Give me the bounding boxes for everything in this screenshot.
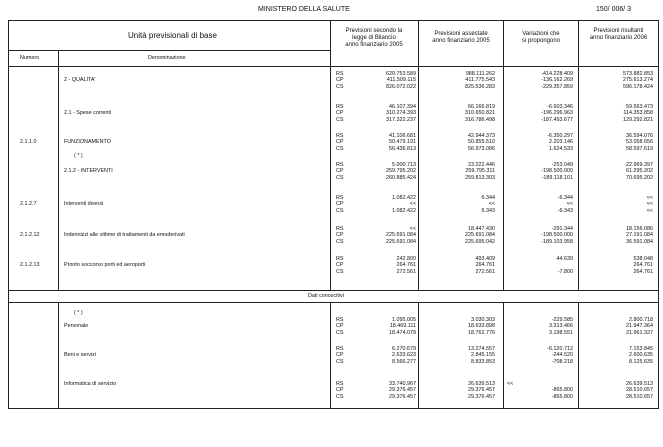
- value: 538.048: [633, 256, 653, 262]
- col2-values: [420, 133, 495, 152]
- value: 36.591.084: [626, 238, 653, 245]
- value: <<: [507, 381, 514, 387]
- col4-values: [580, 162, 653, 181]
- value: 18.469.111: [389, 323, 416, 330]
- code: RS: [336, 226, 344, 232]
- col1-values: [349, 256, 416, 275]
- value: -6.344: [557, 195, 573, 201]
- col4-values: [580, 104, 653, 123]
- col2-values: [420, 162, 495, 181]
- value: -865.800: [551, 387, 573, 394]
- value: -187.493.677: [541, 116, 573, 123]
- value: 275.613.274: [623, 77, 653, 84]
- row-codes: [336, 226, 348, 245]
- col1-values: [349, 346, 416, 365]
- value: <<: [488, 201, 495, 208]
- value: -244.520: [551, 352, 573, 359]
- footnote-marker: ( * ): [74, 153, 83, 159]
- col4-header: [580, 28, 657, 42]
- row-name: Pronto soccorso porti ed aeroporti: [64, 262, 146, 268]
- value: -6.343: [557, 207, 573, 214]
- col2-values: [420, 226, 495, 245]
- page-reference: 150/ 006/ 3: [596, 6, 632, 13]
- code: CP: [336, 110, 344, 117]
- table-top-border: [8, 20, 659, 21]
- code: CP: [336, 387, 344, 394]
- col4-values: [580, 346, 653, 365]
- value: 29.376.457: [468, 393, 495, 400]
- row-number: 2.1.2.12: [20, 232, 40, 238]
- row-name: Interventi diversi: [64, 201, 104, 207]
- col2-divider: [503, 20, 504, 290]
- value: 225.691.084: [465, 232, 495, 239]
- row-codes: [336, 381, 348, 400]
- row-codes: [336, 195, 348, 214]
- col1-values: [349, 133, 416, 152]
- value: 70.695.202: [626, 174, 653, 181]
- code: RS: [336, 71, 344, 77]
- value: 129.292.821: [623, 116, 653, 123]
- number-column-divider-lower: [58, 302, 59, 408]
- value: -189.118.101: [541, 174, 573, 181]
- col4-values: [580, 317, 653, 336]
- col4-values: [580, 381, 653, 400]
- code: CP: [336, 232, 344, 239]
- col2-header-line2: anno finanziario 2005: [432, 38, 490, 44]
- value: 66.166.819: [468, 104, 495, 110]
- value: 61.295.202: [626, 168, 653, 175]
- value: 59.563.473: [626, 104, 653, 110]
- code: CP: [336, 323, 344, 330]
- value: -414.228.409: [541, 71, 573, 77]
- code: CS: [336, 207, 344, 214]
- value: 18.474.079: [389, 329, 416, 336]
- row-name: Informatica di servizio: [64, 381, 117, 387]
- value: 26.639.513: [468, 381, 495, 387]
- value: 620.753.589: [386, 71, 416, 77]
- value: 33.740.967: [389, 381, 416, 387]
- value: -229.585: [551, 317, 573, 323]
- value: 1.082.422: [392, 195, 416, 201]
- col1-values: [349, 104, 416, 123]
- col3-values: [505, 256, 573, 275]
- code: CP: [336, 352, 344, 359]
- code: CS: [336, 145, 344, 152]
- value: -291.344: [551, 226, 573, 232]
- col2-values: [420, 104, 495, 123]
- col3-divider-lower: [578, 302, 579, 408]
- value: <<: [646, 207, 653, 214]
- value: 18.447.430: [468, 226, 495, 232]
- col2-divider-lower: [503, 302, 504, 408]
- col1-header-line3: anno finanziario 2005: [345, 42, 403, 48]
- value: 225.691.084: [386, 232, 416, 239]
- row-name: Personale: [64, 323, 89, 329]
- value: 259.795.202: [386, 168, 416, 175]
- section-bottom-border: [8, 302, 659, 303]
- value: 264.761: [633, 262, 653, 269]
- col1-values: [349, 195, 416, 214]
- value: 826.072.022: [386, 83, 416, 90]
- desc-column-divider-lower: [330, 302, 331, 408]
- code: RS: [336, 195, 344, 201]
- value: -6.350.297: [547, 133, 573, 139]
- value: 2.800.718: [629, 317, 653, 323]
- row-number: 2.1.1.0: [20, 139, 37, 145]
- value: 264.761: [475, 262, 495, 269]
- row-name: 2.1.2 - INTERVENTI: [64, 168, 113, 174]
- footnote-marker-lower: ( * ): [74, 310, 83, 316]
- row-name: FUNZIONAMENTO: [64, 139, 111, 145]
- value: -189.103.958: [541, 238, 573, 245]
- code: CS: [336, 268, 344, 275]
- col4-header-line1: Previsioni risultanti: [593, 28, 644, 34]
- col3-header-line2: si propongono: [521, 38, 561, 44]
- value: 6.344: [481, 195, 495, 201]
- header-bottom-border: [8, 66, 659, 67]
- col2-values: [420, 256, 495, 275]
- code: CS: [336, 329, 344, 336]
- value: 3.313.466: [549, 323, 573, 330]
- row-codes: [336, 133, 348, 152]
- col3-divider: [578, 20, 579, 290]
- value: 53.058.656: [626, 139, 653, 146]
- value: 58.597.619: [626, 145, 653, 152]
- row-name: Beni e servizi: [64, 352, 97, 358]
- col3-values: [505, 162, 573, 181]
- table-left-border: [8, 20, 9, 408]
- value: 988.111.262: [465, 71, 495, 77]
- value: 2.633.623: [392, 352, 416, 359]
- value: 46.107.394: [389, 104, 416, 110]
- value: 56.973.086: [468, 145, 495, 152]
- row-codes: [336, 162, 348, 181]
- value: 272.561: [475, 268, 495, 275]
- code: CS: [336, 358, 344, 365]
- code: RS: [336, 346, 344, 352]
- code: CP: [336, 201, 344, 208]
- col1-divider: [418, 20, 419, 290]
- value: 29.376.457: [389, 387, 416, 394]
- value: 29.376.457: [389, 393, 416, 400]
- value: 8.566.277: [392, 358, 416, 365]
- col3-header-line1: Variazioni che: [522, 31, 560, 37]
- col3-values-cont: [505, 387, 573, 400]
- value: <<: [566, 201, 573, 208]
- col3-header: [505, 31, 577, 45]
- value: -6.120.712: [547, 346, 573, 352]
- value: 259.813.303: [465, 174, 495, 181]
- value: 18.633.898: [468, 323, 495, 330]
- value: 264.761: [633, 268, 653, 275]
- row-codes: [336, 346, 348, 365]
- value: 573.882.853: [623, 71, 653, 77]
- col2-values: [420, 381, 495, 400]
- value: 242.800: [396, 256, 416, 262]
- code: CP: [336, 77, 344, 84]
- value: 5.000.713: [392, 162, 416, 168]
- value: <<: [646, 195, 653, 201]
- ministry-title: MINISTERO DELLA SALUTE: [258, 6, 350, 13]
- code: RS: [336, 133, 344, 139]
- value: -196.296.963: [541, 110, 573, 117]
- col3-values: [505, 195, 573, 214]
- row-name: 2.1 - Spese correnti: [64, 110, 112, 116]
- row-name: 2 - QUALITA': [64, 77, 96, 83]
- code: CS: [336, 174, 344, 181]
- value: 42.944.373: [468, 133, 495, 139]
- value: 493.409: [475, 256, 495, 262]
- value: 29.376.457: [468, 387, 495, 394]
- value: 23.222.446: [468, 162, 495, 168]
- denominazione-header: Denominazione: [148, 55, 186, 61]
- col1-values: [349, 317, 416, 336]
- header-divider: [8, 50, 330, 51]
- col4-values: [580, 133, 653, 152]
- numero-header: Numero: [20, 55, 40, 61]
- code: RS: [336, 162, 344, 168]
- value: 41.106.681: [389, 133, 416, 139]
- col4-values: [580, 195, 653, 214]
- value: -6.603.346: [547, 104, 573, 110]
- col1-values: [349, 226, 416, 245]
- value: 225.691.084: [386, 238, 416, 245]
- col1-values: [349, 71, 416, 90]
- value: 259.795.311: [465, 168, 495, 175]
- value: 2.600.635: [629, 352, 653, 359]
- value: 8.125.635: [629, 358, 653, 365]
- value: 2.203.146: [549, 139, 573, 146]
- col3-values: [505, 226, 573, 245]
- value: 28.510.657: [626, 393, 653, 400]
- value: 310.650.821: [465, 110, 495, 117]
- col1-values: [349, 162, 416, 181]
- value: -865.800: [551, 393, 573, 400]
- code: CP: [336, 139, 344, 146]
- value: 28.510.657: [626, 387, 653, 394]
- value: <<: [409, 201, 416, 208]
- value: 411.509.115: [386, 77, 416, 84]
- value: 411.775.543: [465, 77, 495, 84]
- row-number: 2.1.2.13: [20, 262, 40, 268]
- value: 26.639.513: [626, 381, 653, 387]
- value: 1.624.533: [549, 145, 573, 152]
- value: 27.191.084: [626, 232, 653, 239]
- code: CS: [336, 238, 344, 245]
- col3-values: [505, 71, 573, 90]
- col3-values: [505, 346, 573, 365]
- row-codes: [336, 104, 348, 123]
- code: CP: [336, 168, 344, 175]
- col3-values: [505, 133, 573, 152]
- code: RS: [336, 104, 344, 110]
- number-column-divider: [58, 50, 59, 290]
- value: 18.762.776: [468, 329, 495, 336]
- col4-header-line2: anno finanziario 2006: [589, 35, 648, 41]
- units-title: Unità previsionali di base: [128, 31, 217, 40]
- value: 50.855.510: [468, 139, 495, 146]
- section-top-border: [8, 290, 659, 291]
- col4-values: [580, 226, 653, 245]
- code: CP: [336, 262, 344, 269]
- value: 260.885.424: [386, 174, 416, 181]
- value: -198.500.000: [541, 168, 573, 175]
- value: 8.833.853: [471, 358, 495, 365]
- value: -198.500.000: [541, 232, 573, 239]
- value: 825.536.283: [465, 83, 495, 90]
- value: 22.969.397: [626, 162, 653, 168]
- col2-values: [420, 346, 495, 365]
- value: 56.436.813: [389, 145, 416, 152]
- value: 6.270.679: [392, 346, 416, 352]
- table-bottom-border: [8, 408, 659, 409]
- col2-values: [420, 317, 495, 336]
- col2-values: [420, 195, 495, 214]
- value: 310.274.393: [386, 110, 416, 117]
- value: -708.218: [551, 358, 573, 365]
- value: 2.845.155: [471, 352, 495, 359]
- value: 596.178.424: [623, 83, 653, 90]
- value: 317.322.237: [386, 116, 416, 123]
- row-number: 2.1.2.7: [20, 201, 37, 207]
- col1-header-line2: legge di Bilancio: [352, 35, 396, 41]
- col2-header: [420, 31, 502, 45]
- value: 6.343: [481, 207, 495, 214]
- row-codes: [336, 256, 348, 275]
- table-right-border: [658, 20, 659, 408]
- code: RS: [336, 256, 344, 262]
- value: -229.357.859: [541, 83, 573, 90]
- value: 44.639: [556, 256, 573, 262]
- code: RS: [336, 317, 344, 323]
- value: 13.274.557: [468, 346, 495, 352]
- value: -253.049: [551, 162, 573, 168]
- row-codes: [336, 71, 348, 90]
- desc-column-divider: [330, 20, 331, 290]
- value: 21.947.364: [626, 323, 653, 330]
- value: 1.095.005: [392, 317, 416, 323]
- col1-header: [332, 28, 416, 49]
- value: -7.800: [557, 268, 573, 275]
- col4-values: [580, 256, 653, 275]
- col3-values: [505, 317, 573, 336]
- value: 1.082.422: [392, 207, 416, 214]
- col3-values: [505, 104, 573, 123]
- col4-values: [580, 71, 653, 90]
- value: 18.156.086: [626, 226, 653, 232]
- value: 264.761: [396, 262, 416, 269]
- value: 316.786.498: [465, 116, 495, 123]
- value: 114.353.858: [623, 110, 653, 117]
- value: 225.695.042: [465, 238, 495, 245]
- section-label: Dati conoscitivi: [308, 293, 344, 299]
- value: <<: [646, 201, 653, 208]
- col2-header-line1: Previsioni assestate: [434, 31, 488, 37]
- row-codes: [336, 317, 348, 336]
- value: -136.162.269: [541, 77, 573, 84]
- value: 3.030.303: [471, 317, 495, 323]
- value: 272.561: [396, 268, 416, 275]
- value: 36.594.076: [626, 133, 653, 139]
- value: 50.479.191: [389, 139, 416, 146]
- code: CS: [336, 116, 344, 123]
- value: 3.198.551: [549, 329, 573, 336]
- col2-values: [420, 71, 495, 90]
- code: RS: [336, 381, 344, 387]
- code: CS: [336, 83, 344, 90]
- row-name: Indennizzi alle vittime di trattamenti da emoderivati: [64, 232, 185, 238]
- code: CS: [336, 393, 344, 400]
- value: 7.153.845: [629, 346, 653, 352]
- value: <<: [409, 226, 416, 232]
- col1-values: [349, 381, 416, 400]
- col1-header-line1: Previsioni secondo la: [345, 28, 403, 34]
- value: 21.961.327: [626, 329, 653, 336]
- col1-divider-lower: [418, 302, 419, 408]
